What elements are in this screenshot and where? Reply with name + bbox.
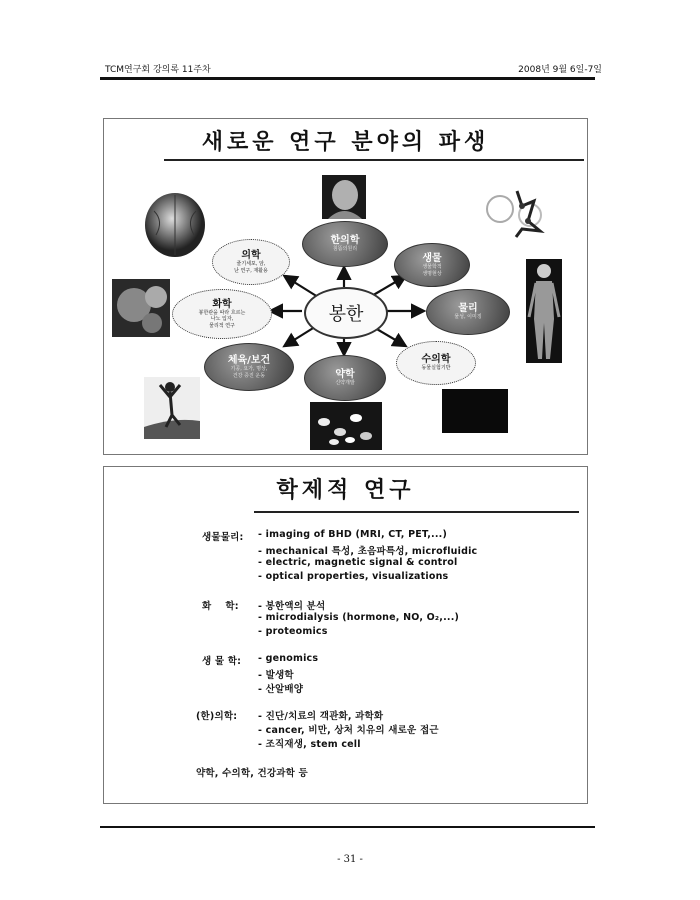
pills-photo (310, 402, 382, 450)
section-medicine-label: (한)의학: (196, 711, 241, 722)
node-korean-medicine: 한의학 침뜸의원리 (302, 221, 388, 267)
biology-item: - 산알배양 (258, 684, 304, 695)
closing-line: 약학, 수의학, 건강과학 등 (196, 768, 308, 779)
node-pharmacy: 약학 신약개발 (304, 355, 386, 401)
slide1-title: 새로운 연구 분야의 파생 (201, 130, 490, 155)
node-veterinary: 수의학 동물실험기반 (396, 341, 476, 385)
dark-photo (442, 389, 508, 433)
body-scan-photo (526, 259, 562, 363)
biophysics-item: - imaging of BHD (MRI, CT, PET,...) (258, 529, 448, 540)
biology-item: - genomics (258, 653, 319, 664)
node-chemistry: 화학 봉한관을 따라 흐르는 나노 입자, 물리적 연구 (172, 289, 272, 339)
slide-derived-research-fields (103, 118, 588, 455)
center-label: 봉한 (328, 304, 364, 325)
medicine-item: - 조직재생, stem cell (258, 739, 361, 750)
brain-photo (142, 191, 208, 259)
medicine-item: - cancer, 비만, 상처 치유의 새로운 접근 (258, 725, 439, 736)
section-biology-label: 생 물 학: (202, 656, 245, 667)
slide2-title: 학제적 연구 (276, 477, 415, 503)
page-number: - 31 - (337, 854, 363, 865)
node-bottom-left: 체육/보건 기공, 요가, 명상, 건강 증진 운동 (204, 343, 294, 391)
slide-interdisciplinary-research (103, 466, 588, 804)
header-date: 2008년 9월 6일-7일 (518, 65, 602, 75)
section-biophysics-label: 생물물리: (202, 532, 248, 543)
node-physics: 물리 물성, 이미징 (426, 289, 510, 335)
portrait-photo (322, 175, 366, 219)
chemistry-item: - microdialysis (hormone, NO, O₂,...) (258, 612, 460, 623)
node-medicine: 의학 줄기세포, 암, 난 연구, 재활용 (212, 239, 290, 285)
molecule-photo (482, 181, 552, 241)
center-node (304, 287, 388, 339)
chemistry-item: - 봉한액의 분석 (258, 601, 326, 612)
biophysics-item: - mechanical 특성, 초음파특성, microfluidic (258, 546, 478, 557)
chemistry-item: - proteomics (258, 626, 328, 637)
header-course-title: TCM연구회 강의록 11주차 (105, 65, 211, 75)
header-rule (100, 77, 595, 80)
slide2-title-rule (254, 511, 579, 513)
section-chemistry-label: 화 학: (202, 601, 243, 612)
biology-item: - 발생학 (258, 670, 294, 681)
cells-photo (112, 279, 170, 337)
biophysics-item: - electric, magnetic signal & control (258, 557, 458, 568)
yoga-photo (144, 377, 200, 439)
biophysics-item: - optical properties, visualizations (258, 571, 449, 582)
node-top-right: 생물 생물학적 생명현상 (394, 243, 470, 287)
medicine-item: - 진단/치료의 객관화, 과학화 (258, 711, 384, 722)
footer-rule (100, 826, 595, 828)
